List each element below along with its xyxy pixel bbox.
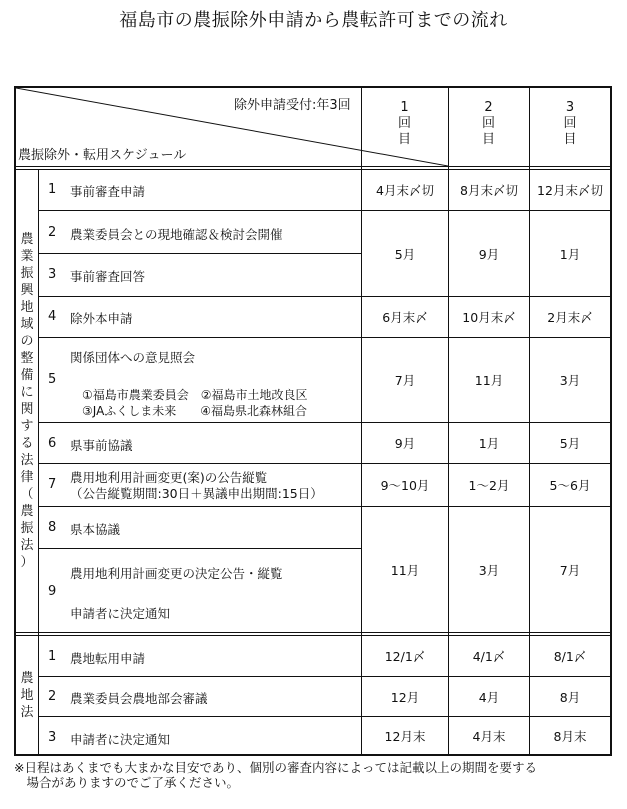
row-5-sub2: ③JAふくしま未来 ④福島県北森林組合 xyxy=(82,404,308,418)
row-7-num: 7 xyxy=(48,477,57,492)
row-5-sub1: ①福島市農業委員会 ②福島市土地改良区 xyxy=(82,388,308,402)
s2-row-3-c2: 4月末 xyxy=(472,728,506,744)
row-1-num: 1 xyxy=(48,182,57,197)
header-divider-1 xyxy=(14,166,612,167)
row-7-c3: 5～6月 xyxy=(549,478,591,493)
round-3-kai: 回 xyxy=(563,116,577,131)
category-col-divider xyxy=(38,169,39,754)
row-6-text: 県事前協議 xyxy=(70,438,133,453)
row-6-num: 6 xyxy=(48,436,57,451)
s2-row-1-num: 1 xyxy=(48,649,57,664)
header-top-right: 除外申請受付:年3回 xyxy=(234,98,351,113)
row-8-9-c1: 11月 xyxy=(390,562,420,578)
s1-char: の xyxy=(20,334,34,349)
row-5-text: 関係団体への意見照会 xyxy=(70,350,196,365)
row-1-c3: 12月末〆切 xyxy=(537,183,603,198)
s2-row-1-c3: 8/1〆 xyxy=(553,649,587,664)
s2-row-1-c1: 12/1〆 xyxy=(384,649,426,664)
s1-char: 域 xyxy=(20,317,34,332)
section2-label xyxy=(16,636,38,754)
round-1-num-col: 1 xyxy=(400,100,409,115)
row-8-num: 8 xyxy=(48,520,57,535)
row-3-num: 3 xyxy=(48,267,57,282)
s1-char: 業 xyxy=(20,249,34,264)
s2-row-3-text: 申請者に決定通知 xyxy=(70,732,171,747)
section1-label xyxy=(16,170,38,632)
s2-row-3-c3: 8月末 xyxy=(553,728,587,744)
row-8-9-c2: 3月 xyxy=(478,562,500,578)
footnote-line-2: 場合がありますのでご了承ください。 xyxy=(14,775,240,790)
row-8-9-c3: 7月 xyxy=(559,562,581,578)
row-9-sub1: 申請者に決定通知 xyxy=(70,606,171,621)
s2-row-2-c1: 12月 xyxy=(390,689,420,705)
row-4-text: 除外本申請 xyxy=(70,311,133,326)
s2-row-2-c3: 8月 xyxy=(559,689,581,705)
s1-char: ） xyxy=(20,555,34,570)
header-bottom-left: 農振除外・転用スケジュール xyxy=(18,148,187,163)
row-7-sub1: （公告縦覧期間:30日＋異議申出期間:15日） xyxy=(70,486,323,501)
s1-char: 地 xyxy=(20,300,34,315)
round-1-kai-col: 回 xyxy=(397,116,411,131)
row-1-c1: 4月末〆切 xyxy=(376,183,434,198)
row-1-text: 事前審査申請 xyxy=(70,184,146,199)
round-2-header xyxy=(448,100,529,148)
s1-char: 振 xyxy=(20,266,34,281)
s2-row-2-num: 2 xyxy=(48,689,57,704)
section-divider-1 xyxy=(14,632,612,633)
s1-char: （ xyxy=(20,487,34,502)
row-5-c1: 7月 xyxy=(394,373,416,388)
footnote xyxy=(14,760,614,790)
row-7-c1: 9～10月 xyxy=(380,478,430,493)
table-border-right xyxy=(610,86,612,756)
row-2-num: 2 xyxy=(48,225,57,240)
s2-row-3-c1: 12月末 xyxy=(384,728,426,744)
row-line-2 xyxy=(38,253,361,254)
page-title: 福島市の農振除外申請から農転許可までの流れ xyxy=(119,10,508,31)
s1-char: 関 xyxy=(20,402,34,417)
table-border-bottom xyxy=(14,754,612,756)
s1-char: 法 xyxy=(20,453,34,468)
round-2-kai: 回 xyxy=(481,116,495,131)
row-6-c1: 9月 xyxy=(394,436,416,451)
row-4-c2: 10月末〆 xyxy=(462,310,516,325)
s2-char: 地 xyxy=(20,687,34,703)
row-5-c3: 3月 xyxy=(559,373,581,388)
round-3-me: 目 xyxy=(563,132,577,147)
s1-char: 振 xyxy=(20,521,34,536)
row-7-c2: 1～2月 xyxy=(468,478,510,493)
s1-char: 農 xyxy=(20,232,34,247)
schedule-table xyxy=(14,86,612,756)
round-3-num: 3 xyxy=(565,100,575,115)
row-3-text: 事前審査回答 xyxy=(70,269,146,284)
s2-char: 農 xyxy=(20,670,34,686)
row-5-c2: 11月 xyxy=(474,373,504,388)
s2-row-2-c2: 4月 xyxy=(478,689,500,705)
footnote-line-1: ※日程はあくまでも大まかな目安であり、個別の審査内容によっては記載以上の期間を要する xyxy=(14,760,537,775)
round-2-me: 目 xyxy=(481,132,495,147)
row-2-3-c3: 1月 xyxy=(559,246,581,262)
row-1-c2: 8月末〆切 xyxy=(460,183,518,198)
row-2-3-c1: 5月 xyxy=(394,246,416,262)
round-2-num: 2 xyxy=(484,100,493,115)
row-4-num: 4 xyxy=(48,309,57,324)
s1-char: 法 xyxy=(20,538,34,553)
row-9-text: 農用地利用計画変更の決定公告・縦覧 xyxy=(70,566,283,581)
row-8-text: 県本協議 xyxy=(70,522,121,537)
round-1-me-col: 目 xyxy=(397,132,411,147)
s2-char: 法 xyxy=(20,704,34,720)
row-line-8 xyxy=(38,548,361,549)
s2-row-3-num: 3 xyxy=(48,730,57,745)
s2-row-2-text: 農業委員会農地部会審議 xyxy=(70,691,208,706)
row-6-c3: 5月 xyxy=(559,436,581,451)
s1-char: 興 xyxy=(20,283,34,298)
s2-row-1-c2: 4/1〆 xyxy=(472,649,506,664)
s1-char: に xyxy=(20,385,34,400)
round-3-header xyxy=(530,100,610,148)
row-9-num: 9 xyxy=(48,584,57,599)
s1-char: 律 xyxy=(20,470,34,485)
row-2-3-c2: 9月 xyxy=(478,246,500,262)
s1-char: 農 xyxy=(20,504,34,519)
row-4-c1: 6月末〆 xyxy=(382,310,428,325)
row-5-num: 5 xyxy=(48,372,57,387)
round-1-header-col xyxy=(361,100,448,148)
s2-row-1-text: 農地転用申請 xyxy=(70,651,146,666)
row-2-text: 農業委員会との現地確認＆検討会開催 xyxy=(70,227,283,242)
row-7-text: 農用地利用計画変更(案)の公告縦覧 xyxy=(70,470,268,485)
s1-char: す xyxy=(20,419,34,434)
s1-char: 備 xyxy=(20,368,34,383)
row-6-c2: 1月 xyxy=(478,436,500,451)
s1-char: 整 xyxy=(20,351,34,366)
s1-char: る xyxy=(20,436,34,451)
row-4-c3: 2月末〆 xyxy=(547,310,593,325)
